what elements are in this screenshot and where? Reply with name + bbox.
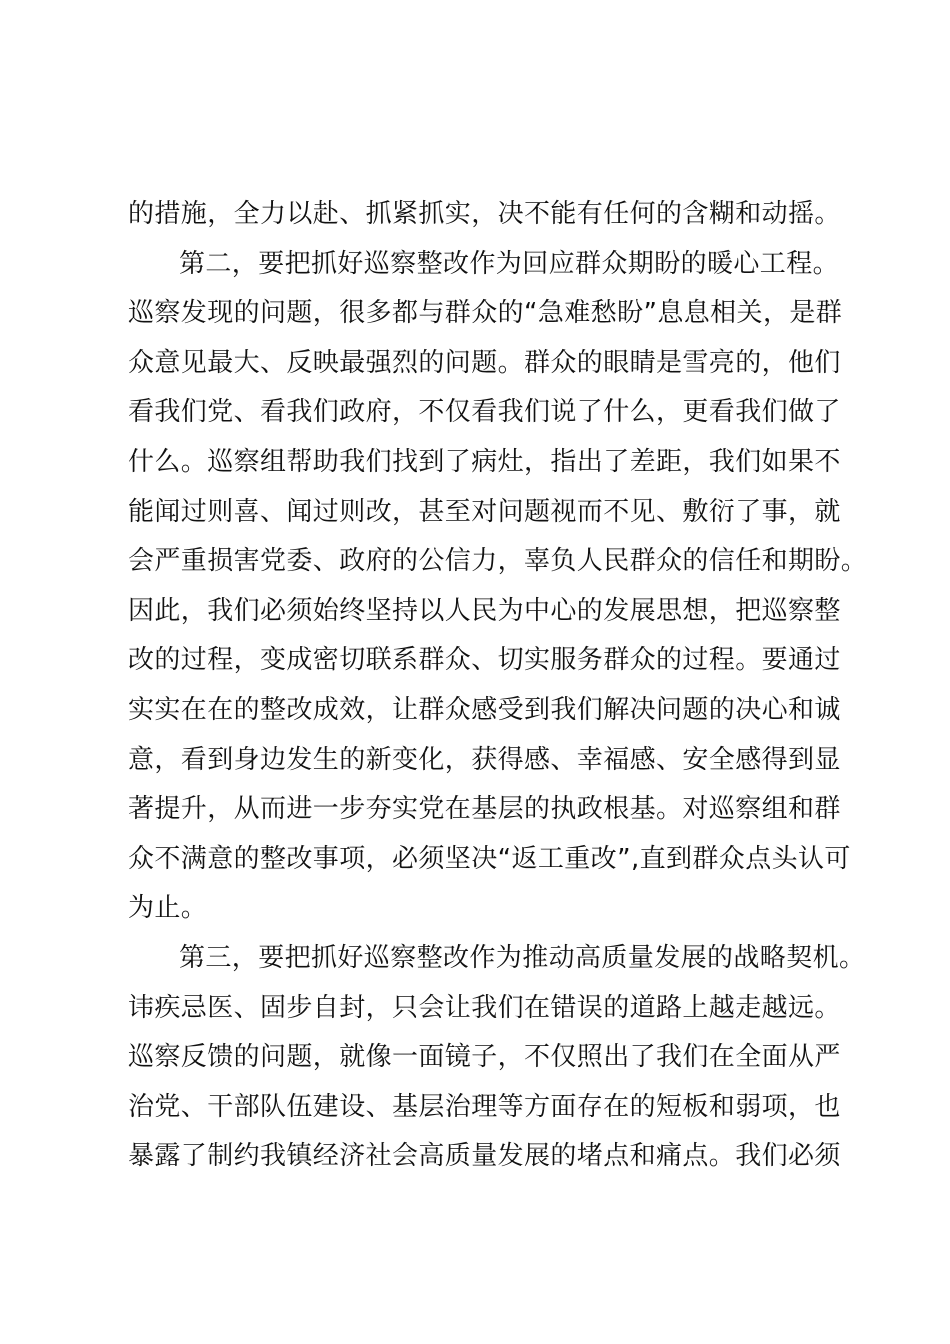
text-line: 众不满意的整改事项，必须坚决“返工重改”,直到群众点头认可: [128, 843, 851, 874]
text-line: 的措施，全力以赴、抓紧抓实，决不能有任何的含糊和动摇。: [128, 199, 841, 229]
text-line: 改的过程，变成密切联系群众、切实服务群众的过程。要通过: [128, 645, 841, 676]
text-line: 实实在在的整改成效，让群众感受到我们解决问题的决心和诚: [128, 694, 841, 725]
text-line: 巡察发现的问题，很多都与群众的“急难愁盼”息息相关，是群: [128, 298, 843, 329]
text-line: 看我们党、看我们政府，不仅看我们说了什么，更看我们做了: [128, 397, 841, 428]
text-line: 治党、干部队伍建设、基层治理等方面存在的短板和弱项，也: [128, 1091, 841, 1122]
text-line: 众意见最大、反映最强烈的问题。群众的眼睛是雪亮的，他们: [128, 347, 841, 378]
text-line: 因此，我们必须始终坚持以人民为中心的发展思想，把巡察整: [128, 595, 841, 626]
text-line: 著提升，从而进一步夯实党在基层的执政根基。对巡察组和群: [128, 794, 841, 825]
body-text: [128, 190, 868, 1182]
text-line: 暴露了制约我镇经济社会高质量发展的堵点和痛点。我们必须: [128, 1141, 841, 1172]
text-line: 会严重损害党委、政府的公信力，辜负人民群众的信任和期盼。: [128, 546, 868, 577]
text-line: 什么。巡察组帮助我们找到了病灶，指出了差距，我们如果不: [128, 446, 841, 477]
text-line: 讳疾忌医、固步自封，只会让我们在错误的道路上越走越远。: [128, 992, 841, 1023]
text-line: 巡察反馈的问题，就像一面镜子，不仅照出了我们在全面从严: [128, 1042, 841, 1073]
paragraph-heading-third: 第三，要把抓好巡察整改作为推动高质量发展的战略契机。: [179, 942, 866, 973]
paragraph-heading-second: 第二，要把抓好巡察整改作为回应群众期盼的暖心工程。: [179, 248, 840, 279]
text-line: 为止。: [128, 893, 208, 924]
text-line: 意，看到身边发生的新变化，获得感、幸福感、安全感得到显: [128, 744, 841, 775]
text-line: 能闻过则喜、闻过则改，甚至对问题视而不见、敷衍了事，就: [128, 496, 841, 527]
